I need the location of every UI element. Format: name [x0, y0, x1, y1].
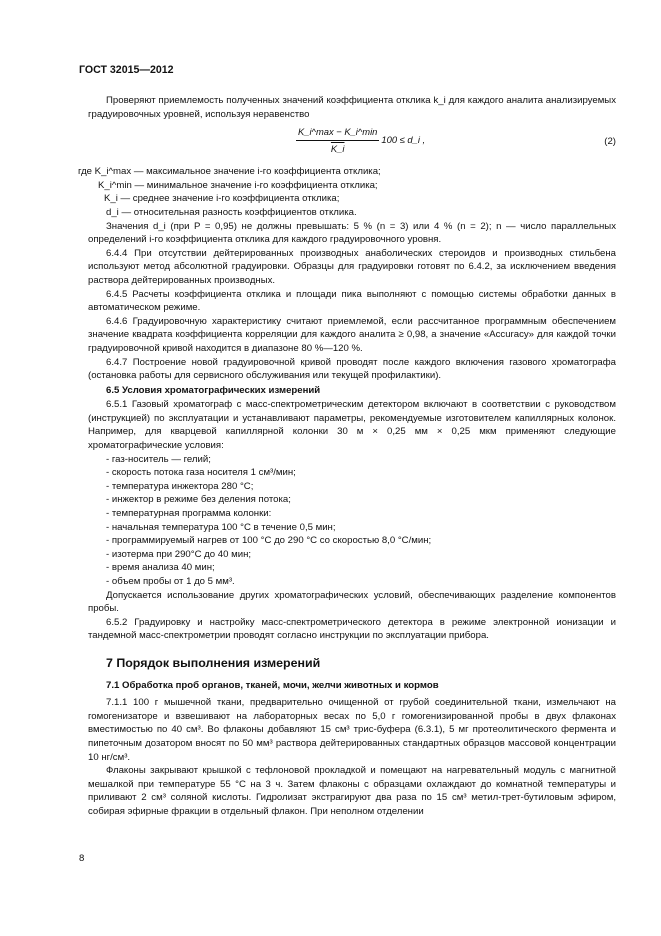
condition-item: - температура инжектора 280 °С; — [106, 480, 254, 492]
formula-denominator: K_i — [330, 142, 345, 154]
body-paragraph: Допускается использование других хроматографических условий, обеспечивающих разделение компонентов пробы. — [88, 589, 616, 615]
body-paragraph: 6.4.4 При отсутствии дейтерированных производных анаболических стероидов и производных стильбена используют метод абсолютной градуировки. Образцы для градуировки готовят по 6.4.2, за исключением введения раствора дейтерированных производных. — [88, 247, 616, 286]
body-paragraph: 6.5.1 Газовый хроматограф с масс-спектрометрическим детектором включают в соответствии с руководством (инструкцией) по эксплуатации и устанавливают параметры, рекомендуемые изготовителем капиллярных колонок. Например, для кварцевой капиллярной колонки 30 м × 0,25 мм × 0,25 мкм применяют следующие хроматографические условия: — [88, 399, 616, 452]
body-paragraph: 6.4.7 Построение новой градуировочной кривой проводят после каждого включения газового хроматографа (остановка работы для сервисного обслуживания или текущей профилактики). — [88, 356, 616, 382]
formula-expression — [296, 125, 425, 155]
definition-item: где K_i^max — максимальное значение i-го коэффициента отклика; — [78, 166, 381, 178]
formula-fraction — [296, 125, 379, 155]
definitions-list — [78, 165, 616, 219]
section-heading-6-5: 6.5 Условия хроматографических измерений — [106, 384, 321, 396]
body-paragraph: Флаконы закрывают крышкой с тефлоновой прокладкой и помещают на нагревательный модуль с магнитной мешалкой при температуре 55 °С на 3 ч. Затем флаконы с образцами охлаждают до комнатной температуры и приливают 2 см³ соляной кислоты. Гидролизат экстрагируют два раза по 15 см³ метил-трет-бутиловым эфиром, собирая эфирные фракции в отдельный флакон. При неполном отделении — [88, 765, 616, 817]
definition-item: K_i — среднее значение i-го коэффициента отклика; — [104, 193, 340, 205]
condition-item: - изотерма при 290°С до 40 мин; — [106, 548, 252, 560]
definition-item: K_i^min — минимальное значение i-го коэффициента отклика; — [98, 179, 378, 191]
formula-rest: 100 ≤ d_i , — [381, 134, 426, 146]
condition-item: - температурная программа колонки: — [106, 508, 272, 520]
body-paragraph: 6.4.5 Расчеты коэффициента отклика и площади пика выполняют с помощью системы обработки данных в автоматическом режиме. — [88, 288, 616, 314]
condition-item: - программируемый нагрев от 100 °С до 290 °С со скоростью 8,0 °С/мин; — [106, 535, 432, 547]
formula-number: (2) — [604, 136, 616, 148]
intro-text: Проверяют приемлемость полученных значений коэффициента отклика k_i для каждого аналита анализируемых градуировочных уровней, используя неравенство — [88, 95, 616, 120]
body-paragraph: 6.5.2 Градуировку и настройку масс-спектрометрического детектора в режиме электронной ионизации и тандемной масс-спектрометрии проводят согласно инструкции по эксплуатации прибора. — [88, 616, 616, 642]
formula-2 — [88, 125, 616, 161]
body-paragraph: Значения d_i (при P = 0,95) не должны превышать: 5 % (n = 3) или 4 % (n = 2); n — число параллельных определений i-го коэффициента отклика для каждого градуировочного уровня. — [88, 220, 616, 246]
intro-paragraph — [88, 94, 616, 121]
condition-item: - инжектор в режиме без деления потока; — [106, 494, 291, 506]
condition-item: - скорость потока газа носителя 1 см³/мин; — [106, 467, 296, 479]
condition-item: - время анализа 40 мин; — [106, 562, 215, 574]
page-content — [78, 94, 616, 819]
document-header: ГОСТ 32015—2012 — [79, 64, 174, 76]
condition-item: - объем пробы от 1 до 5 мм³. — [106, 576, 235, 587]
definition-item: d_i — относительная разность коэффициентов отклика. — [106, 206, 357, 218]
condition-item: - газ-носитель — гелий; — [106, 453, 211, 465]
section-heading-7: 7 Порядок выполнения измерений — [106, 655, 321, 670]
formula-numerator: K_i^max − K_i^min — [296, 125, 379, 141]
condition-item: - начальная температура 100 °С в течение 0,5 мин; — [106, 521, 336, 533]
section-heading-7-1: 7.1 Обработка проб органов, тканей, мочи, желчи животных и кормов — [106, 679, 439, 691]
conditions-list — [88, 453, 616, 589]
body-paragraph: 6.4.6 Градуировочную характеристику считают приемлемой, если рассчитанное программным обеспечением значение квадрата коэффициента корреляции для каждого аналита ≥ 0,98, а значение «Accuracy» для каждой точки градуировочной кривой находится в диапазоне 80 %—120 %. — [88, 315, 616, 354]
body-paragraph: 7.1.1 100 г мышечной ткани, предварительно очищенной от грубой соединительной ткани, измельчают на гомогенизаторе и взвешивают на лабораторных весах по 5,0 г гомогенизированной пробы в двух флаконах вместимостью по 40 см³. Во флаконы добавляют 15 см³ трис-буфера (6.3.1), 5 мг протеолитического фермента и пипеточным дозатором вносят по 50 мм³ раствора дейтерированных стандартных образцов массовой концентрации 10 нг/см³. — [88, 697, 616, 763]
page-number: 8 — [79, 853, 85, 864]
